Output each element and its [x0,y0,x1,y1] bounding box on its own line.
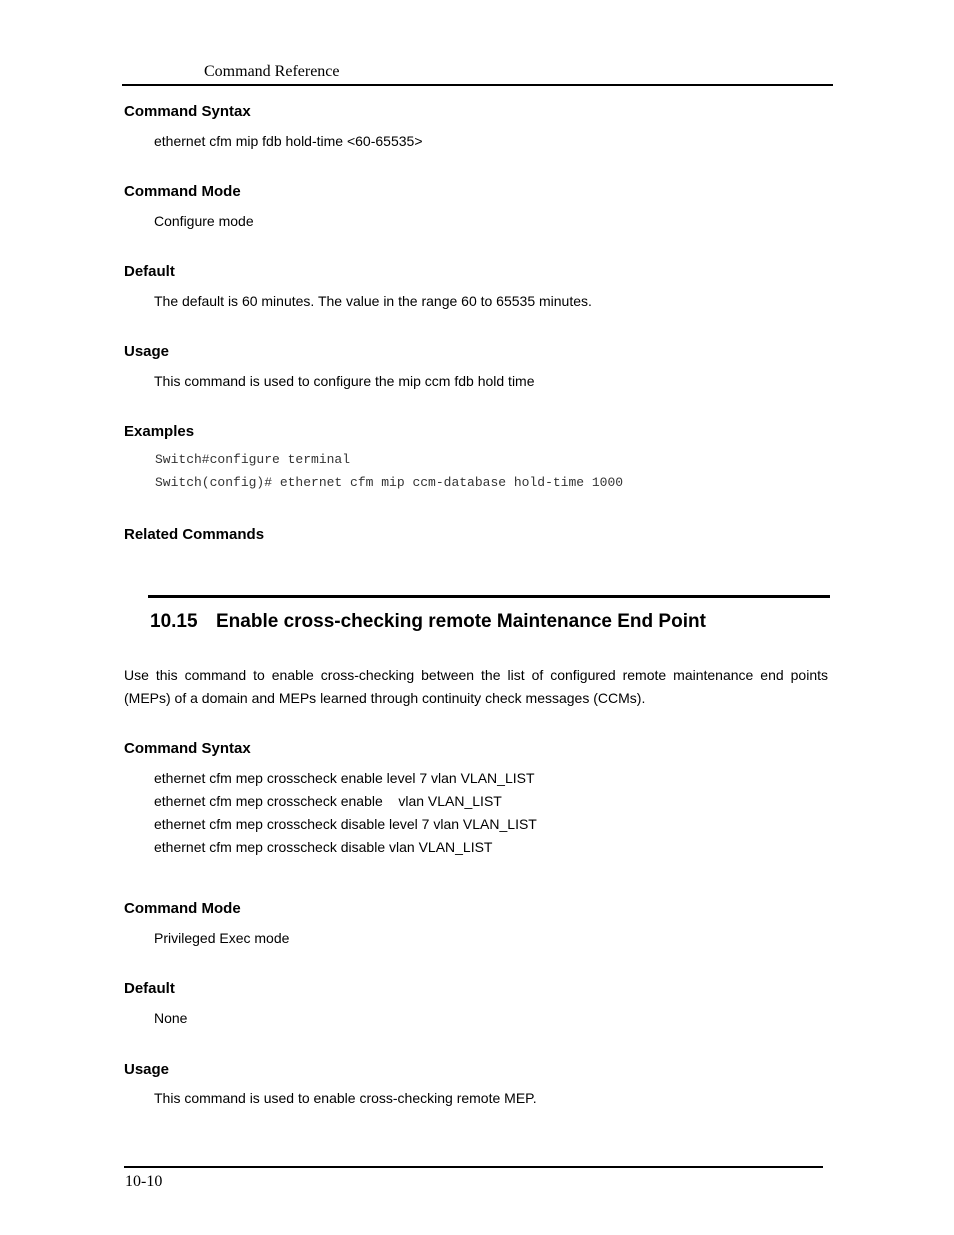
command-mode-heading: Command Mode [124,900,241,917]
command-mode-heading: Command Mode [124,183,241,200]
examples-heading: Examples [124,423,195,440]
usage-heading: Usage [124,1061,170,1078]
command-syntax-line: ethernet cfm mep crosscheck disable level 7 vlan VLAN_LIST [154,816,537,832]
running-header: Command Reference [204,63,340,80]
header-rule [122,84,833,86]
default-heading: Default [124,263,175,280]
command-syntax-heading: Command Syntax [124,740,251,757]
default-text: None [154,1010,188,1026]
command-syntax-line: ethernet cfm mip fdb hold-time <60-65535> [154,133,423,149]
example-code-line: Switch(config)# ethernet cfm mip ccm-database hold-time 1000 [155,475,624,490]
usage-text: This command is used to enable cross-checking remote MEP. [154,1090,537,1106]
default-text: The default is 60 minutes. The value in the range 60 to 65535 minutes. [154,293,592,309]
command-mode-text: Configure mode [154,213,254,229]
command-syntax-line: ethernet cfm mep crosscheck disable vlan VLAN_LIST [154,839,493,855]
related-commands-heading: Related Commands [124,526,265,543]
section-number: 10.15 [150,611,198,632]
default-heading: Default [124,980,175,997]
page-number: 10-10 [125,1173,163,1190]
footer-rule [124,1166,823,1168]
section-title-text: Enable cross-checking remote Maintenance End Point [216,611,706,632]
usage-text: This command is used to configure the mip ccm fdb hold time [154,373,535,389]
command-syntax-line: ethernet cfm mep crosscheck enable level 7 vlan VLAN_LIST [154,770,535,786]
section-intro: Use this command to enable cross-checking between the list of configured remote maintenance end points (MEPs) of a domain and MEPs learned through continuity check messages (CCMs). [124,667,828,706]
section-rule [148,595,830,598]
command-syntax-line: ethernet cfm mep crosscheck enable vlan VLAN_LIST [154,793,502,809]
command-syntax-heading: Command Syntax [124,103,251,120]
example-code-line: Switch#configure terminal [155,452,351,467]
section-title [150,610,706,634]
command-mode-text: Privileged Exec mode [154,930,290,946]
usage-heading: Usage [124,343,170,360]
